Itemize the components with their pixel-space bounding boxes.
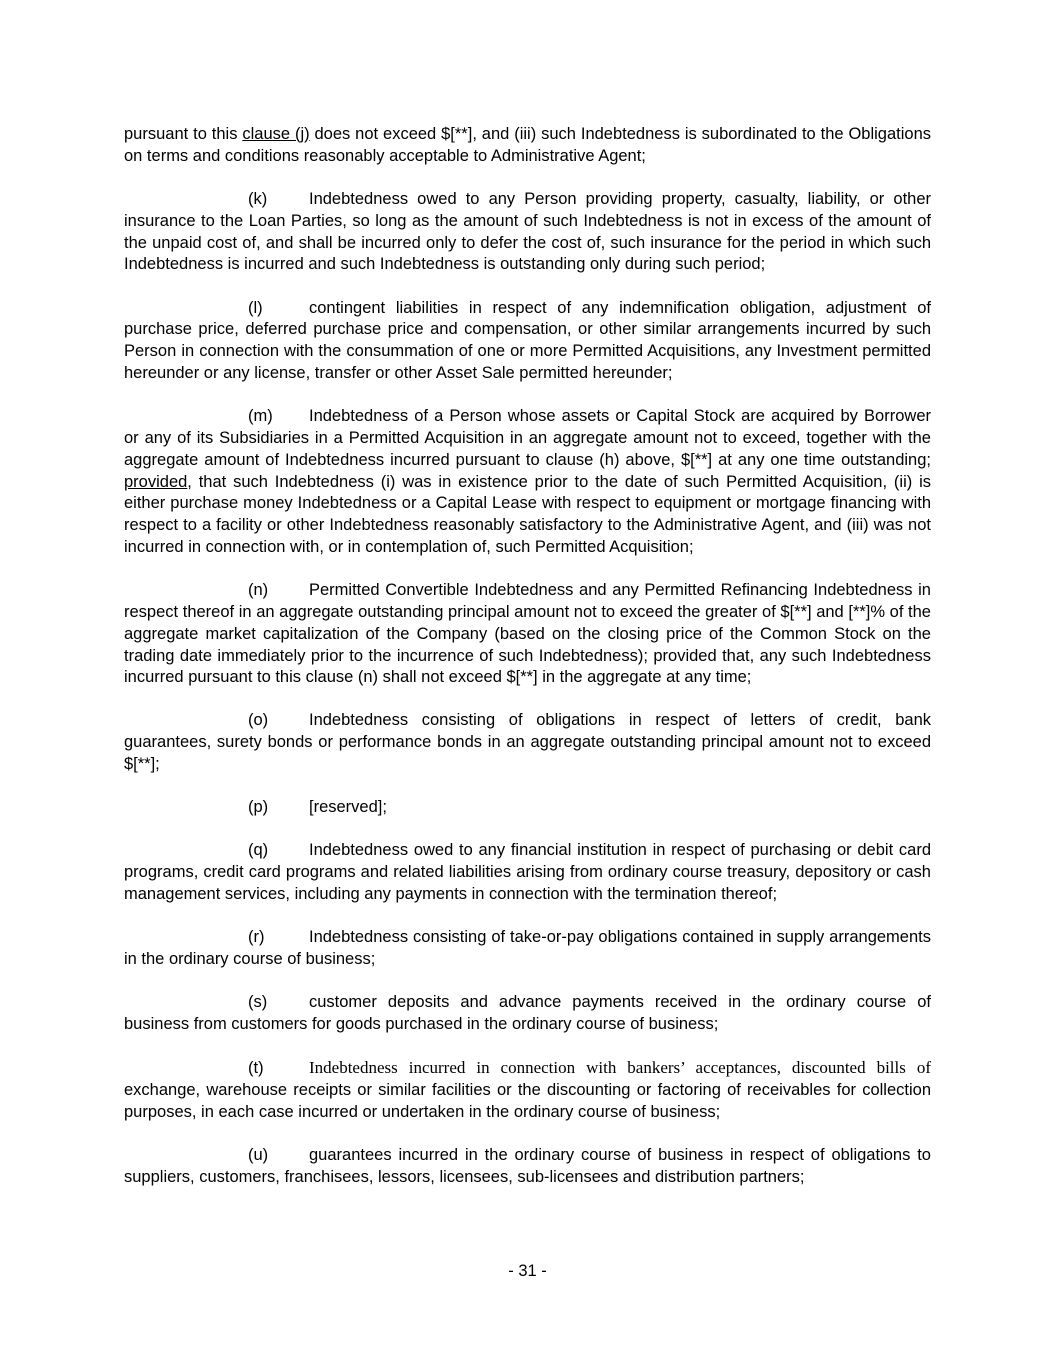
paragraph-u (124, 1145, 931, 1189)
clause-label-t: (t) (248, 1059, 264, 1078)
clause-text-p: [reserved]; (309, 798, 387, 817)
intro-text-2: does not exceed $[**], and (iii) such Indebtedness is subordinated to the Obligations on terms and conditions reasonably acceptable to Administrative Agent; (124, 125, 932, 165)
paragraph-l (124, 298, 931, 385)
paragraph-r (124, 927, 931, 971)
clause-text-s: customer deposits and advance payments received in the ordinary course of business from customers for goods purchased in the ordinary course of business; (124, 993, 931, 1034)
clause-label-u: (u) (248, 1145, 269, 1164)
clause-text-m-1: Indebtedness of a Person whose assets or Capital Stock are acquired by Borrower or any of its Subsidiaries in a Permitted Acquisition in an aggregate amount not to exceed, together with the aggregate amount of Indebtedness incurred pursuant to clause (h) above, $[**] at any one time outstanding; (124, 407, 931, 469)
document-body (124, 124, 931, 1210)
paragraph-n (124, 580, 931, 689)
intro-text-1: pursuant to this (124, 125, 243, 143)
clause-text-n: Permitted Convertible Indebtedness and any Permitted Refinancing Indebtedness in respect thereof in an aggregate outstanding principal amount not to exceed the greater of $[**] and [**]% of the aggregate market capitalization of the Company (based on the closing price of the Common Stock on the trading date immediately prior to the incurrence of such Indebtedness); provided that, any such Indebtedness incurred pursuant to this clause (n) shall not exceed $[**] in the aggregate at any time; (124, 581, 931, 687)
clause-text-l: contingent liabilities in respect of any indemnification obligation, adjustment of purchase price, deferred purchase price and compensation, or other similar arrangements incurred by such Person in connection with the consummation of one or more Permitted Acquisitions, any Investment permitted hereunder or any license, transfer or other Asset Sale permitted hereunder; (124, 298, 931, 382)
clause-text-u: guarantees incurred in the ordinary course of business in respect of obligations to suppliers, customers, franchisees, lessors, licensees, sub-licensees and distribution partners; (124, 1145, 931, 1186)
clause-text-t: exchange, warehouse receipts or similar facilities or the discounting or factoring of receivables for collection purposes, in each case incurred or undertaken in the ordinary course of business; (124, 1081, 931, 1121)
clause-label-o: (o) (248, 711, 269, 730)
clause-label-p: (p) (248, 798, 269, 817)
clause-label-l: (l) (248, 298, 263, 317)
paragraph-q (124, 840, 931, 905)
provided-underlined: provided (124, 472, 188, 491)
clause-text-q: Indebtedness owed to any financial institution in respect of purchasing or debit card programs, credit card programs and related liabilities arising from ordinary course treasury, depository or cash management services, including any payments in connection with the termination thereof; (124, 841, 931, 904)
paragraph-k (124, 189, 931, 276)
paragraph-p (124, 797, 931, 819)
clause-text-m-2: , that such Indebtedness (i) was in existence prior to the date of such Permitted Acquisition, (ii) is either purchase money Indebtedness or a Capital Lease with respect to equipment or mortgage financing with respect to a facility or other Indebtedness reasonably satisfactory to the Administrative Agent, and (iii) was not incurred in connection with, or in contemplation of, such Permitted Acquisition; (124, 472, 931, 556)
clause-label-r: (r) (248, 928, 265, 947)
page-number: - 31 - (508, 1262, 547, 1280)
clause-label-m: (m) (248, 407, 273, 426)
clause-text-r: Indebtedness consisting of take-or-pay obligations contained in supply arrangements in the ordinary course of business; (124, 928, 931, 969)
clause-label-s: (s) (248, 993, 268, 1012)
clause-label-q: (q) (248, 841, 269, 860)
paragraph-intro (124, 124, 931, 168)
clause-j-reference: clause (j) (242, 125, 310, 143)
clause-label-k: (k) (248, 189, 268, 208)
clause-text-t-serif: Indebtedness incurred in connection with bankers’ acceptances, discounted bills of (309, 1058, 931, 1078)
clause-label-n: (n) (248, 581, 269, 600)
paragraph-m (124, 406, 931, 559)
clause-text-k: Indebtedness owed to any Person providing property, casualty, liability, or other insurance to the Loan Parties, so long as the amount of such Indebtedness is not in excess of the amount of the unpaid cost of, and shall be incurred only to defer the cost of, such insurance for the period in which such Indebtedness is incurred and such Indebtedness is outstanding only during such period; (124, 189, 931, 274)
paragraph-t (124, 1057, 931, 1123)
paragraph-s (124, 992, 931, 1036)
paragraph-o (124, 710, 931, 775)
clause-text-o: Indebtedness consisting of obligations in respect of letters of credit, bank guarantees, surety bonds or performance bonds in an aggregate outstanding principal amount not to exceed $[**]; (124, 711, 931, 774)
